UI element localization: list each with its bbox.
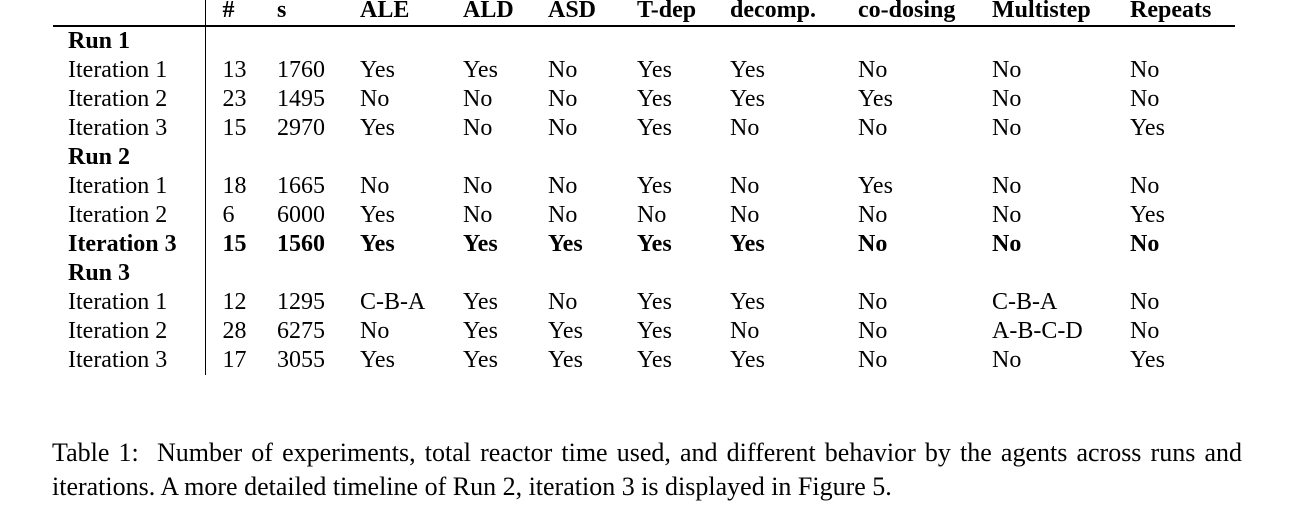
table-cell: Yes xyxy=(637,347,672,373)
table-cell: 1560 xyxy=(277,231,325,257)
table-cell: No xyxy=(548,57,578,83)
table-cell: No xyxy=(463,173,493,199)
row-label: Iteration 3 xyxy=(53,230,205,259)
table-cell: No xyxy=(360,86,390,112)
group-row xyxy=(53,143,1235,172)
table-cell: Yes xyxy=(360,57,395,83)
table-cell xyxy=(463,259,548,288)
table-cell xyxy=(1130,259,1235,288)
table-body xyxy=(53,26,1235,375)
table-cell xyxy=(548,259,637,288)
table-cell: 3055 xyxy=(277,347,325,373)
table-cell: No xyxy=(548,202,578,228)
table-cell: Yes xyxy=(360,115,395,141)
table-cell: Yes xyxy=(637,173,672,199)
table-cell: No xyxy=(1130,231,1160,257)
table-cell xyxy=(360,26,463,56)
table-cell: 15 xyxy=(222,115,247,141)
table-cell: Yes xyxy=(730,57,765,83)
table-cell: No xyxy=(730,115,760,141)
table-row xyxy=(53,172,1235,201)
table-cell: 1295 xyxy=(277,289,325,315)
table-cell xyxy=(277,26,360,56)
table-cell: No xyxy=(548,289,578,315)
table-cell: 1760 xyxy=(277,57,325,83)
table-cell: 1665 xyxy=(277,173,325,199)
table-cell: Yes xyxy=(637,289,672,315)
table-caption: Table 1: Number of experiments, total reactor time used, and different behavior by the agents across runs and iterations. A more detailed timeline of Run 2, iteration 3 is displayed in Figure 5. xyxy=(52,438,1242,501)
table-cell: No xyxy=(463,202,493,228)
column-header-tdep: T-dep xyxy=(637,0,730,26)
table-cell xyxy=(277,259,360,288)
table-cell: 15 xyxy=(222,231,247,257)
table-cell: No xyxy=(992,115,1022,141)
table-cell xyxy=(1130,143,1235,172)
table-cell xyxy=(730,143,858,172)
table-cell: 6275 xyxy=(277,318,325,344)
table-cell: No xyxy=(730,202,760,228)
table-cell: No xyxy=(637,202,667,228)
table-cell xyxy=(360,259,463,288)
table-cell: Yes xyxy=(360,347,395,373)
column-header-ale: ALE xyxy=(360,0,463,26)
table-cell: Yes xyxy=(1130,115,1165,141)
table-cell: Yes xyxy=(858,173,893,199)
table-row xyxy=(53,230,1235,259)
table-cell: No xyxy=(858,347,888,373)
table-cell xyxy=(463,143,548,172)
table-cell: 17 xyxy=(222,347,247,373)
table-cell xyxy=(205,26,277,56)
table-cell: No xyxy=(548,86,578,112)
table-cell: No xyxy=(730,318,760,344)
header-row xyxy=(53,0,1235,26)
table-cell: Yes xyxy=(730,289,765,315)
table-cell: Yes xyxy=(463,57,498,83)
table-cell xyxy=(277,143,360,172)
table-row xyxy=(53,317,1235,346)
table-cell xyxy=(548,26,637,56)
table-cell: 2970 xyxy=(277,115,325,141)
row-label: Iteration 3 xyxy=(53,346,205,375)
row-label: Iteration 2 xyxy=(53,201,205,230)
table-cell: C-B-A xyxy=(992,289,1058,315)
table-cell: No xyxy=(992,86,1022,112)
table-cell: Yes xyxy=(637,231,672,257)
row-label: Iteration 2 xyxy=(53,317,205,346)
table-cell xyxy=(858,26,992,56)
row-label: Run 3 xyxy=(53,259,205,288)
table-cell: Yes xyxy=(730,231,765,257)
table-cell: Yes xyxy=(463,289,498,315)
table-row xyxy=(53,56,1235,85)
table-cell: No xyxy=(858,289,888,315)
table-cell: No xyxy=(463,115,493,141)
row-label: Iteration 1 xyxy=(53,56,205,85)
table-cell: Yes xyxy=(730,86,765,112)
table-cell: 23 xyxy=(222,86,247,112)
table-cell xyxy=(1130,26,1235,56)
table-cell: No xyxy=(1130,57,1160,83)
table-cell: Yes xyxy=(637,57,672,83)
table-cell: 18 xyxy=(222,173,247,199)
experiments-table xyxy=(53,0,1235,375)
table-cell: Yes xyxy=(1130,347,1165,373)
table-cell: No xyxy=(548,173,578,199)
table-cell: Yes xyxy=(463,318,498,344)
table-cell xyxy=(360,143,463,172)
table-cell: Yes xyxy=(858,86,893,112)
table-cell: No xyxy=(992,173,1022,199)
table-cell: No xyxy=(463,86,493,112)
table-row xyxy=(53,288,1235,317)
table-cell: Yes xyxy=(637,86,672,112)
group-row xyxy=(53,259,1235,288)
table-cell xyxy=(730,26,858,56)
table-cell: Yes xyxy=(548,318,583,344)
table-cell: No xyxy=(360,318,390,344)
table-cell: Yes xyxy=(1130,202,1165,228)
table-cell: No xyxy=(858,115,888,141)
table-cell: Yes xyxy=(548,231,583,257)
row-label: Run 1 xyxy=(53,26,205,56)
table-cell: No xyxy=(858,231,888,257)
table-header xyxy=(53,0,1235,26)
table-cell: Yes xyxy=(637,115,672,141)
table-cell: No xyxy=(858,57,888,83)
table-cell xyxy=(637,26,730,56)
table-cell: C-B-A xyxy=(360,289,426,315)
row-label: Iteration 3 xyxy=(53,114,205,143)
table-cell: Yes xyxy=(360,231,395,257)
table-cell: 1495 xyxy=(277,86,325,112)
column-header-decomp: decomp. xyxy=(730,0,858,26)
table-cell: No xyxy=(1130,318,1160,344)
table-cell xyxy=(858,143,992,172)
table-cell xyxy=(992,259,1130,288)
table-cell: No xyxy=(992,231,1022,257)
column-header-ald: ALD xyxy=(463,0,548,26)
table-cell xyxy=(205,259,277,288)
table-cell: No xyxy=(360,173,390,199)
table-cell: No xyxy=(992,202,1022,228)
table-cell: No xyxy=(1130,86,1160,112)
header-corner-cell xyxy=(53,0,205,26)
table-cell: Yes xyxy=(463,231,498,257)
column-header-asd: ASD xyxy=(548,0,637,26)
table-row xyxy=(53,201,1235,230)
column-header-multistep: Multistep xyxy=(992,0,1130,26)
table-cell: 6 xyxy=(222,202,235,228)
row-label: Iteration 1 xyxy=(53,288,205,317)
column-header-seconds: s xyxy=(277,0,360,26)
table-cell: 12 xyxy=(222,289,247,315)
table-cell: No xyxy=(992,347,1022,373)
table-row xyxy=(53,85,1235,114)
table-cell xyxy=(637,143,730,172)
table-cell: No xyxy=(992,57,1022,83)
column-header-count: # xyxy=(205,0,277,26)
table-cell xyxy=(992,143,1130,172)
table-cell: No xyxy=(1130,173,1160,199)
column-header-repeats: Repeats xyxy=(1130,0,1235,26)
table-cell: 6000 xyxy=(277,202,325,228)
table-cell xyxy=(637,259,730,288)
row-label: Run 2 xyxy=(53,143,205,172)
table-cell xyxy=(730,259,858,288)
table-cell: No xyxy=(730,173,760,199)
column-header-codosing: co-dosing xyxy=(858,0,992,26)
table-cell: Yes xyxy=(637,318,672,344)
table-cell: Yes xyxy=(360,202,395,228)
row-label: Iteration 2 xyxy=(53,85,205,114)
table-cell: A-B-C-D xyxy=(992,318,1083,344)
table-cell: 13 xyxy=(222,57,247,83)
table-cell: No xyxy=(1130,289,1160,315)
table-cell xyxy=(463,26,548,56)
table-cell xyxy=(205,143,277,172)
table-cell: No xyxy=(858,318,888,344)
group-row xyxy=(53,26,1235,56)
table-cell: Yes xyxy=(730,347,765,373)
table-cell: 28 xyxy=(222,318,247,344)
table-cell xyxy=(548,143,637,172)
table-cell: No xyxy=(858,202,888,228)
row-label: Iteration 1 xyxy=(53,172,205,201)
table-cell: Yes xyxy=(548,347,583,373)
table-cell xyxy=(992,26,1130,56)
table-row xyxy=(53,114,1235,143)
table-row xyxy=(53,346,1235,375)
table-cell: No xyxy=(548,115,578,141)
table-cell: Yes xyxy=(463,347,498,373)
table-cell xyxy=(858,259,992,288)
